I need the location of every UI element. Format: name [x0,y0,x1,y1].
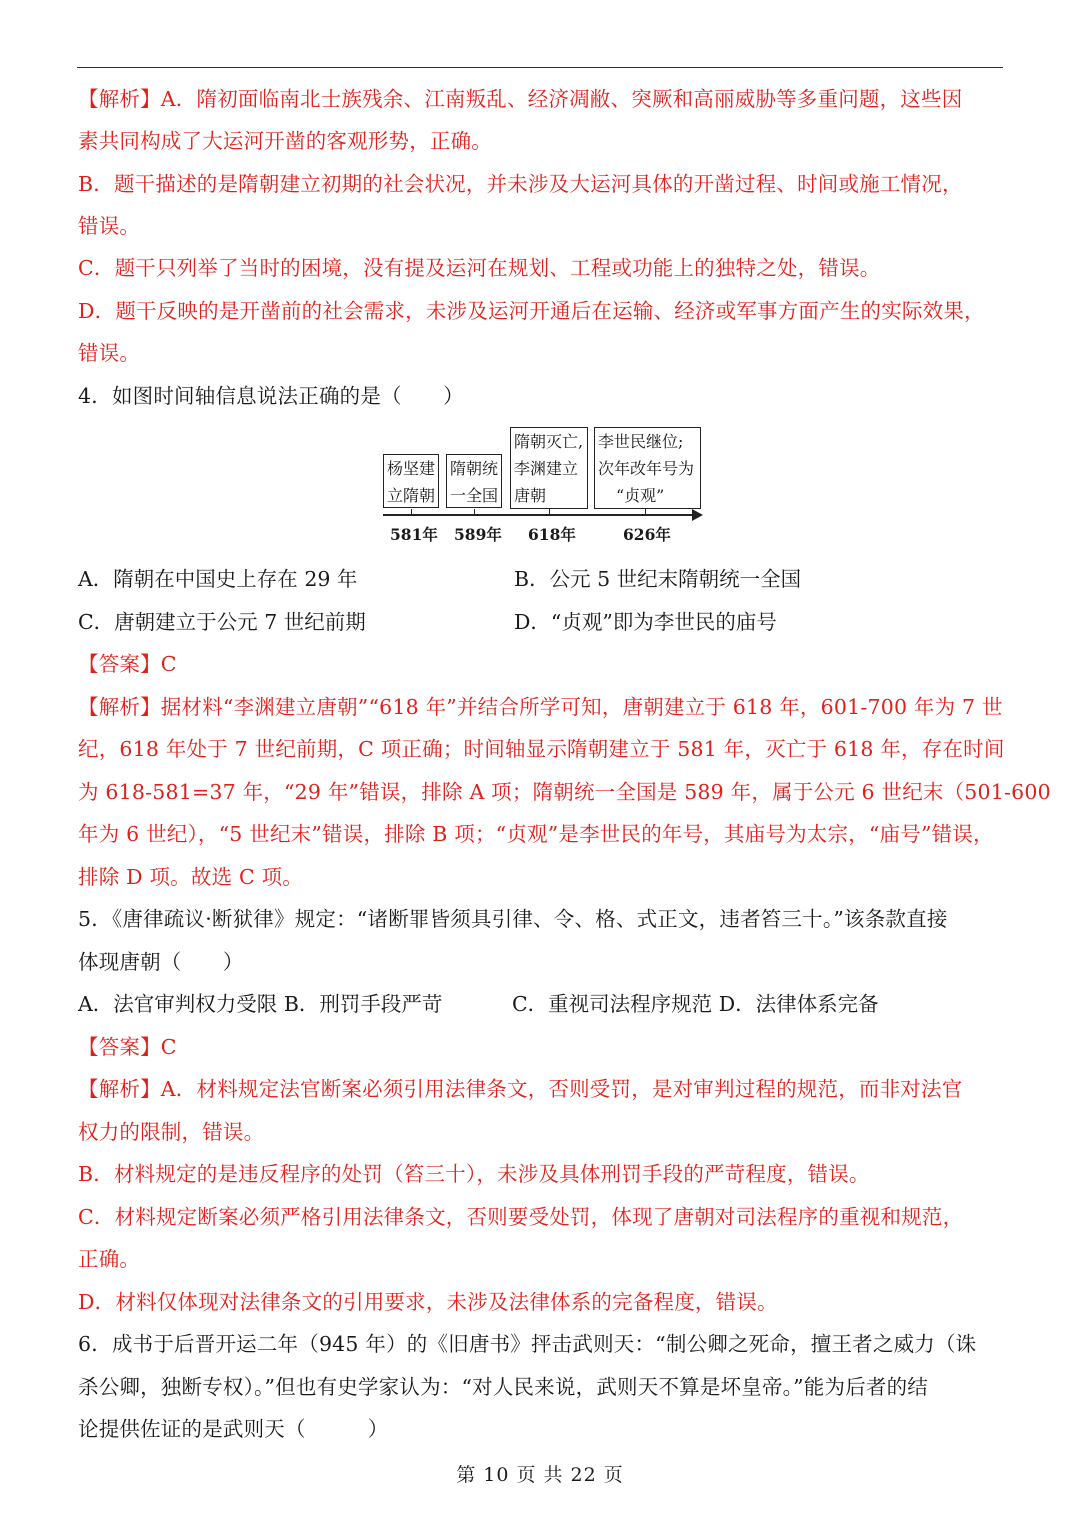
timeline-event-text: 次年改年号为 [598,459,695,478]
timeline-event-box [510,427,588,509]
q6-stem-line: 论提供佐证的是武则天（ ） [78,1417,389,1441]
q4-explanation-line: 年为 6 世纪），“5 世纪末”错误，排除 B 项；“贞观”是李世民的年号，其庙号为太宗，“庙号”错误， [78,822,994,846]
q3-explanation-line: 【解析】A．隋初面临南北士族残余、江南叛乱、经济凋敝、突厥和高丽威胁等多重问题，这些因 [78,87,963,111]
q4-answer: 【答案】C [78,652,177,676]
timeline-event-box [383,454,439,508]
q5-stem-line: 体现唐朝（ ） [78,950,244,974]
timeline-event-text: 立隋朝 [387,486,436,505]
timeline-year-label: 589年 [454,525,502,544]
timeline-event-text: 隋朝统 [450,459,499,478]
q5-explanation-line: B．材料规定的是违反程序的处罚（笞三十），未涉及具体刑罚手段的严苛程度，错误。 [78,1162,870,1186]
q3-explanation-line: 错误。 [78,341,141,365]
q4-option-b: B．公元 5 世纪末隋朝统一全国 [514,567,802,591]
q4-option-c: C．唐朝建立于公元 7 世纪前期 [78,610,366,634]
q5-options-cd: C．重视司法程序规范 D．法律体系完备 [512,992,879,1016]
q4-explanation-line: 为 618-581=37 年，“29 年”错误，排除 A 项；隋朝统一全国是 589 年，属于公元 6 世纪末（501-600 [78,780,1051,804]
q3-explanation-line: 素共同构成了大运河开凿的客观形势，正确。 [78,129,492,153]
q3-explanation-line: 错误。 [78,214,141,238]
q3-explanation-line: C．题干只列举了当时的困境，没有提及运河在规划、工程或功能上的独特之处，错误。 [78,256,881,280]
timeline-year-label: 626年 [623,525,671,544]
timeline-event-text: 隋朝灭亡, [514,432,584,451]
q5-explanation-line: C．材料规定断案必须严格引用法律条文，否则要受处罚，体现了唐朝对司法程序的重视和规范， [78,1205,964,1229]
timeline-year-label: 618年 [528,525,576,544]
q6-stem-line: 6．成书于后晋开运二年（945 年）的《旧唐书》抨击武则天：“制公卿之死命，擅王者之威力（诛 [78,1332,977,1356]
timeline-event-text: 唐朝 [514,486,547,505]
q4-stem: 4．如图时间轴信息说法正确的是（ ） [78,384,464,408]
q5-answer: 【答案】C [78,1035,177,1059]
timeline-event-box [446,454,502,508]
q3-explanation-line: D．题干反映的是开凿前的社会需求，未涉及运河开通后在运输、经济或军事方面产生的实际效果， [78,299,985,323]
timeline-event-text: “贞观” [616,486,665,505]
q5-explanation-line: 权力的限制，错误。 [78,1120,265,1144]
q5-stem-line: 5．《唐律疏议·断狱律》规定：“诸断罪皆须具引律、令、格、式正文，违者笞三十。”该条款直接 [78,907,948,931]
timeline-tick [645,509,646,516]
timeline-figure [380,425,705,550]
page-number: 第 10 页 共 22 页 [456,1464,624,1486]
timeline-axis [383,514,695,516]
q5-explanation-line: 【解析】A．材料规定法官断案必须引用法律条文，否则受罚，是对审判过程的规范，而非对法官 [78,1077,963,1101]
timeline-year-label: 581年 [390,525,438,544]
timeline-tick [549,509,550,516]
q4-explanation-line: 纪，618 年处于 7 世纪前期，C 项正确；时间轴显示隋朝建立于 581 年，灭亡于 618 年，存在时间 [78,737,1005,761]
timeline-event-text: 李渊建立 [514,459,579,478]
timeline-event-box [594,427,701,509]
timeline-event-text: 李世民继位; [598,432,684,451]
q4-explanation-line: 【解析】据材料“李渊建立唐朝”“618 年”并结合所学可知，唐朝建立于 618 年，601-700 年为 7 世 [78,695,1003,719]
q4-explanation-line: 排除 D 项。故选 C 项。 [78,865,303,889]
q5-options-ab: A．法官审判权力受限 B．刑罚手段严苛 [78,992,443,1016]
timeline-event-text: 一全国 [450,486,499,505]
q6-stem-line: 杀公卿，独断专权）。”但也有史学家认为：“对人民来说，武则天不算是坏皇帝。”能为后者的结 [78,1375,928,1399]
q3-explanation-line: B．题干描述的是隋朝建立初期的社会状况，并未涉及大运河具体的开凿过程、时间或施工情况， [78,172,963,196]
q5-explanation-line: 正确。 [78,1247,141,1271]
timeline-event-text: 杨坚建 [387,459,436,478]
header-rule [77,67,1003,68]
q4-option-d: D．“贞观”即为李世民的庙号 [514,610,777,634]
q5-explanation-line: D．材料仅体现对法律条文的引用要求，未涉及法律体系的完备程度，错误。 [78,1290,778,1314]
timeline-tick [411,509,412,516]
q4-option-a: A．隋朝在中国史上存在 29 年 [78,567,358,591]
timeline-arrow [692,509,703,521]
timeline-tick [474,509,475,516]
